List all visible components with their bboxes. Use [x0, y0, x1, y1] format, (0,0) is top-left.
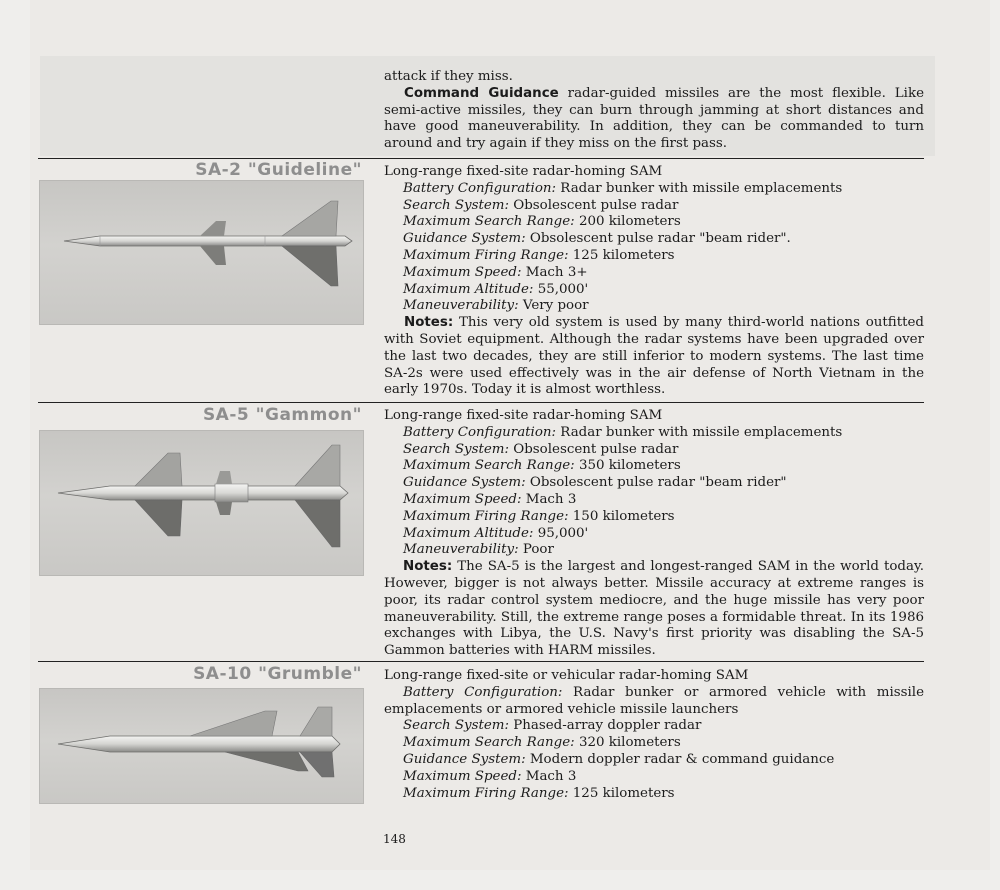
section-divider [38, 402, 924, 403]
section-divider [38, 158, 924, 159]
spec-max-speed: Maximum Speed: Mach 3 [403, 768, 577, 784]
spec-max-firing-range: Maximum Firing Range: 125 kilometers [403, 247, 675, 263]
missile-photo-sa5 [39, 430, 364, 576]
missile-details-sa5 [384, 408, 924, 660]
spec-search-system: Search System: Phased-array doppler radar [403, 718, 702, 734]
spec-max-altitude: Maximum Altitude: 55,000' [403, 281, 589, 297]
notes-paragraph: Notes: The SA-5 is the largest and longest-ranged SAM in the world today. However, bigger is not always better. Missile accuracy at extreme ranges is poor, its radar control system mediocre, and the huge missile has very poor maneuverability. Still, the extreme range poses a formidable threat. In its 1986 exchanges with Libya, the U.S. Navy's first priority was disabling the SA-5 Gammon batteries with HARM missiles. [384, 559, 924, 659]
spec-maneuverability: Maneuverability: Very poor [403, 298, 589, 314]
missile-type: Long-range fixed-site or vehicular radar-homing SAM [384, 668, 749, 683]
missile-photo-sa2 [39, 180, 364, 325]
missile-photo-sa10 [39, 688, 364, 804]
spec-guidance-system: Guidance System: Obsolescent pulse radar "beam rider" [403, 475, 787, 491]
missile-details-sa2 [384, 164, 924, 399]
spec-max-search-range: Maximum Search Range: 200 kilometers [403, 214, 681, 230]
page-number: 148 [383, 832, 406, 846]
spec-battery-configuration: Battery Configuration: Radar bunker with missile emplacements [403, 424, 843, 440]
spec-max-firing-range: Maximum Firing Range: 150 kilometers [403, 508, 675, 524]
spec-guidance-system: Guidance System: Modern doppler radar & command guidance [403, 751, 835, 767]
missile-name-sa2: SA-2 "Guideline" [195, 160, 362, 180]
missile-name-sa5: SA-5 "Gammon" [202, 405, 362, 425]
intro-line: attack if they miss. [384, 69, 513, 84]
missile-type: Long-range fixed-site radar-homing SAM [384, 164, 663, 179]
sa2-missile-illustration [40, 181, 363, 324]
command-guidance-lead: Command Guidance [404, 85, 559, 101]
sa10-missile-illustration [40, 689, 363, 803]
spec-max-altitude: Maximum Altitude: 95,000' [403, 525, 589, 541]
spec-maneuverability: Maneuverability: Poor [403, 542, 554, 558]
missile-type: Long-range fixed-site radar-homing SAM [384, 408, 663, 423]
spec-search-system: Search System: Obsolescent pulse radar [403, 197, 679, 213]
section-divider [38, 661, 924, 662]
command-guidance-paragraph [384, 86, 924, 153]
sa5-missile-illustration [40, 431, 363, 575]
intro-text [384, 69, 924, 153]
spec-max-speed: Maximum Speed: Mach 3+ [403, 264, 588, 280]
notes-paragraph: Notes: This very old system is used by many third-world nations outfitted with Soviet equipment. Although the radar systems have been upgraded over the last two decades, they are still inferior to modern systems. The last time SA-2s were used effectively was in the air defense of North Vietnam in the early 1970s. Today it is almost worthless. [384, 315, 924, 398]
spec-search-system: Search System: Obsolescent pulse radar [403, 441, 679, 457]
spec-guidance-system: Guidance System: Obsolescent pulse radar "beam rider". [403, 231, 791, 247]
spec-battery-configuration: Battery Configuration: Radar bunker with missile emplacements [403, 180, 843, 196]
missile-details-sa10 [384, 668, 924, 802]
spec-max-speed: Maximum Speed: Mach 3 [403, 491, 577, 507]
spec-max-search-range: Maximum Search Range: 320 kilometers [403, 735, 681, 751]
missile-name-sa10: SA-10 "Grumble" [193, 664, 362, 684]
command-guidance-text: radar-guided missiles are the most flexible. Like semi-active missiles, they can burn through jamming at short distances and have good maneuverability. In addition, they can be commanded to turn around and try again if they miss on the first pass. [384, 85, 925, 152]
spec-max-firing-range: Maximum Firing Range: 125 kilometers [403, 785, 675, 801]
spec-battery-configuration: Battery Configuration: Radar bunker or armored vehicle with missile emplacements or armored vehicle missile launchers [384, 684, 924, 717]
spec-max-search-range: Maximum Search Range: 350 kilometers [403, 458, 681, 474]
